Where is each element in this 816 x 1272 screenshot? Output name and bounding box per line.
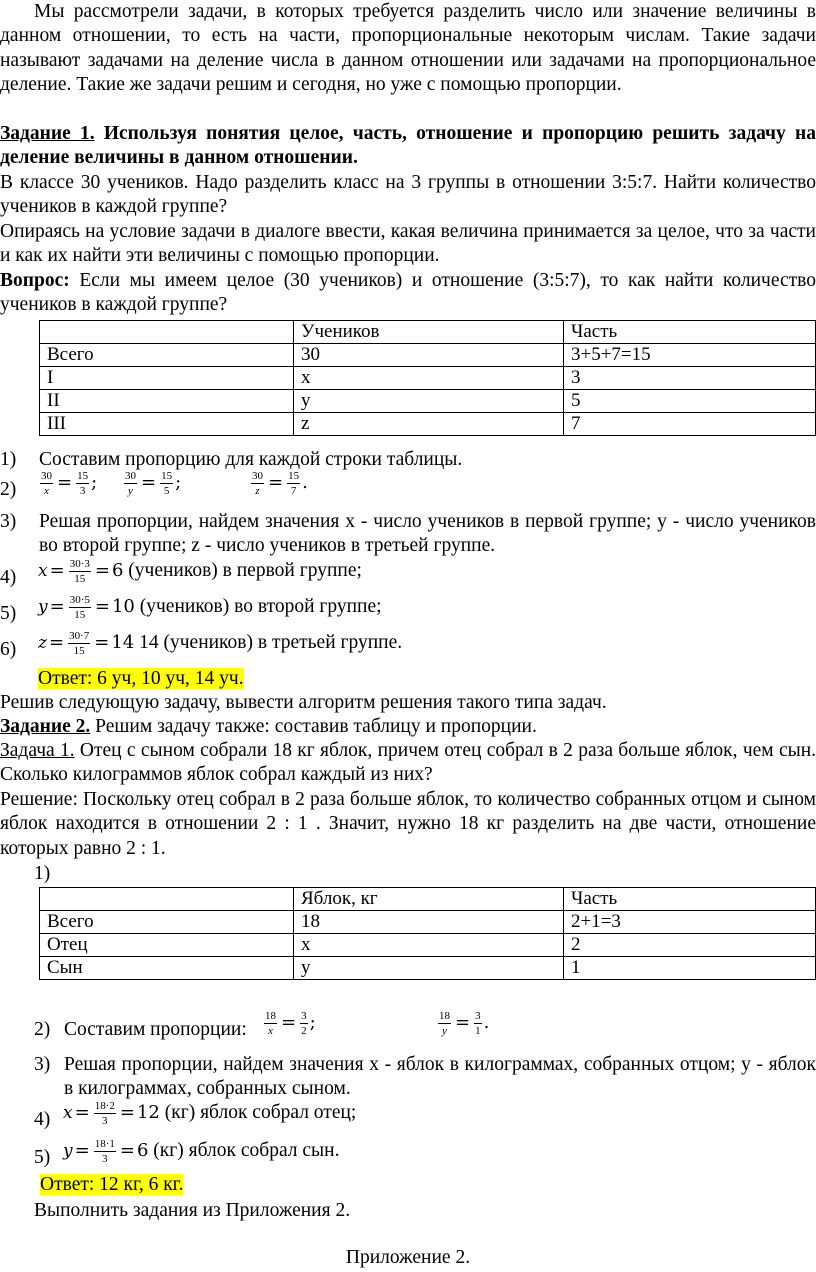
equation-x: x = $\frac{30\cdot 3}{15}$ = 6 (учеников) в первой группе; <box>38 558 362 585</box>
task2-solution: Решение: Поскольку отец собрал в 2 раза больше яблок, то количество собранных отцом и сыном яблок находится в отношении 2 : 1 . Значит, нужно 18 кг разделить на две части, отношение которых равно 2 : 1. <box>0 789 816 859</box>
step-text: Составим пропорцию для каждой строки таблицы. <box>39 449 463 470</box>
step-number: 4) <box>0 567 17 588</box>
table-row <box>40 390 816 413</box>
table-header-cell <box>40 888 294 911</box>
table-row <box>40 957 816 980</box>
table-cell: II <box>40 390 294 413</box>
equation-tail: (учеников) в первой группе; <box>123 559 362 581</box>
table-cell: y <box>294 957 564 980</box>
task2-text: Решим задачу также: составив таблицу и пропорции. <box>90 716 537 737</box>
table-header-cell: Учеников <box>294 321 564 344</box>
equation-z: z = $\frac{30\cdot 7}{15}$ = 14 14 (учеников) в третьей группе. <box>38 630 403 657</box>
task1-question <box>0 269 816 318</box>
table-header-row <box>40 888 816 911</box>
step-number: 2) <box>34 1019 51 1040</box>
table-cell: Сын <box>40 957 294 980</box>
task2-step-2 <box>0 1010 816 1050</box>
task2-step-4 <box>0 1100 816 1140</box>
equation-y: y = $\frac{30\cdot 5}{15}$ = 10 (учеников) во второй группе; <box>38 594 382 621</box>
table-row <box>40 911 816 934</box>
table-header-cell: Часть <box>564 321 816 344</box>
step-number: 5) <box>34 1147 51 1168</box>
step-text: Решая пропорции, найдем значения x - число учеников в первой группе; y - число учеников во второй группе; z - число учеников в третьей группе. <box>39 511 816 557</box>
step-number: 3) <box>34 1054 51 1075</box>
table-cell: Отец <box>40 934 294 957</box>
problem-label: Задача 1. <box>0 740 75 761</box>
answer-highlight: Ответ: 12 кг, 6 кг. <box>40 1174 184 1195</box>
table-header-cell: Яблок, кг <box>294 888 564 911</box>
step-text: Решая пропорции, найдем значения x - яблок в килограммах, собранных отцом; y - яблок в килограммах, собранных сыном. <box>64 1054 816 1100</box>
table-cell: 18 <box>294 911 564 934</box>
equation-x: x = $\frac{18\cdot 2}{3}$ = 12 (кг) яблок собрал отец; <box>63 1100 357 1127</box>
equation-y: y = $\frac{18\cdot 1}{3}$ = 6 (кг) яблок собрал сын. <box>63 1138 340 1165</box>
table-cell: y <box>294 390 564 413</box>
table-header-cell: Часть <box>564 888 816 911</box>
proportion-1: $\frac{18}{x}$ = $\frac{3}{2}$ ; <box>265 1010 316 1037</box>
task1-step-4 <box>0 558 816 598</box>
step-number: 3) <box>0 511 17 532</box>
table-cell: 2 <box>564 934 816 957</box>
table-cell: 3+5+7=15 <box>564 344 816 367</box>
table-cell: 2+1=3 <box>564 911 816 934</box>
task1-step-2 <box>0 470 816 510</box>
appendix-title: Приложение 2. <box>345 1247 471 1268</box>
step-number: 6) <box>0 639 17 660</box>
table-cell: 1 <box>564 957 816 980</box>
table-row <box>40 344 816 367</box>
proportion-3: $\frac{30}{z}$ = $\frac{15}{7}$ . <box>252 470 308 497</box>
task1-text: Используя понятия целое, часть, отношение и пропорцию решить задачу на деление величины в данном отношении. <box>0 123 816 169</box>
step-number: 4) <box>34 1109 51 1130</box>
table-cell: x <box>294 934 564 957</box>
table-cell: 5 <box>564 390 816 413</box>
table-cell: x <box>294 367 564 390</box>
table-row <box>40 934 816 957</box>
algorithm-paragraph: Решив следующую задачу, вывести алгоритм решения такого типа задач. <box>0 692 607 713</box>
question-text: Если мы имеем целое (30 учеников) и отношение (3:5:7), то как найти количество учеников в каждой группе? <box>0 270 816 316</box>
task2-problem <box>0 739 816 788</box>
task1-step-5 <box>0 594 816 634</box>
table-cell: Всего <box>40 911 294 934</box>
proportion-2: $\frac{30}{y}$ = $\frac{15}{5}$ ; <box>125 470 182 497</box>
table-header-row <box>40 321 816 344</box>
equation-tail: (кг) яблок собрал отец; <box>159 1101 357 1123</box>
task2-heading <box>0 715 816 739</box>
task1-heading <box>0 122 816 171</box>
task1-step-6 <box>0 630 816 670</box>
problem-text: Отец с сыном собрали 18 кг яблок, причем отец собрал в 2 раза больше яблок, чем сын. Сколько килограммов яблок собрал каждый из них? <box>0 740 816 786</box>
table-cell: 3 <box>564 367 816 390</box>
step-number: 1) <box>0 449 17 470</box>
appendix-instruction: Выполнить задания из Приложения 2. <box>34 1200 351 1221</box>
answer-highlight: Ответ: 6 уч, 10 уч, 14 уч. <box>38 668 244 689</box>
task1-problem: В классе 30 учеников. Надо разделить класс на 3 группы в отношении 3:5:7. Найти количество учеников в каждой группе? <box>0 172 816 218</box>
table-cell: I <box>40 367 294 390</box>
step-number: 2) <box>0 479 17 500</box>
task1-dialog: Опираясь на условие задачи в диалоге ввести, какая величина принимается за целое, что за части и как их найти эти величины с помощью пропорции. <box>0 221 816 267</box>
table-cell: III <box>40 413 294 436</box>
step-text: Составим пропорции: <box>64 1019 247 1040</box>
task1-answer <box>38 667 244 691</box>
table-row <box>40 367 816 390</box>
table-row <box>40 413 816 436</box>
task2-label: Задание 2. <box>0 716 91 737</box>
proportion-2: $\frac{18}{y}$ = $\frac{3}{1}$ . <box>439 1010 490 1037</box>
table-cell: 7 <box>564 413 816 436</box>
step-number: 5) <box>0 603 17 624</box>
equation-tail: (кг) яблок собрал сын. <box>148 1139 340 1161</box>
proportion-1: $\frac{30}{x}$ = $\frac{15}{3}$ ; <box>41 470 98 497</box>
task1-table <box>39 320 816 436</box>
task2-step-1-number: 1) <box>34 863 51 884</box>
task2-step-5 <box>0 1138 816 1178</box>
task2-table <box>39 887 816 980</box>
task2-answer <box>40 1173 183 1197</box>
equation-tail: 14 (учеников) в третьей группе. <box>134 631 403 653</box>
table-cell: Всего <box>40 344 294 367</box>
equation-tail: (учеников) во второй группе; <box>134 595 382 617</box>
task1-label: Задание 1. <box>0 123 95 144</box>
table-cell: z <box>294 413 564 436</box>
table-cell: 30 <box>294 344 564 367</box>
table-header-cell <box>40 321 294 344</box>
question-label: Вопрос: <box>0 270 70 291</box>
intro-paragraph: Мы рассмотрели задачи, в которых требуется разделить число или значение величины в данном отношении, то есть на части, пропорциональные некоторым числам. Такие задачи называют задачами на деление числа в данном отношении или задачами на пропорциональное деление. Такие же задачи решим и сегодня, но уже с помощью пропорции. <box>0 1 816 95</box>
